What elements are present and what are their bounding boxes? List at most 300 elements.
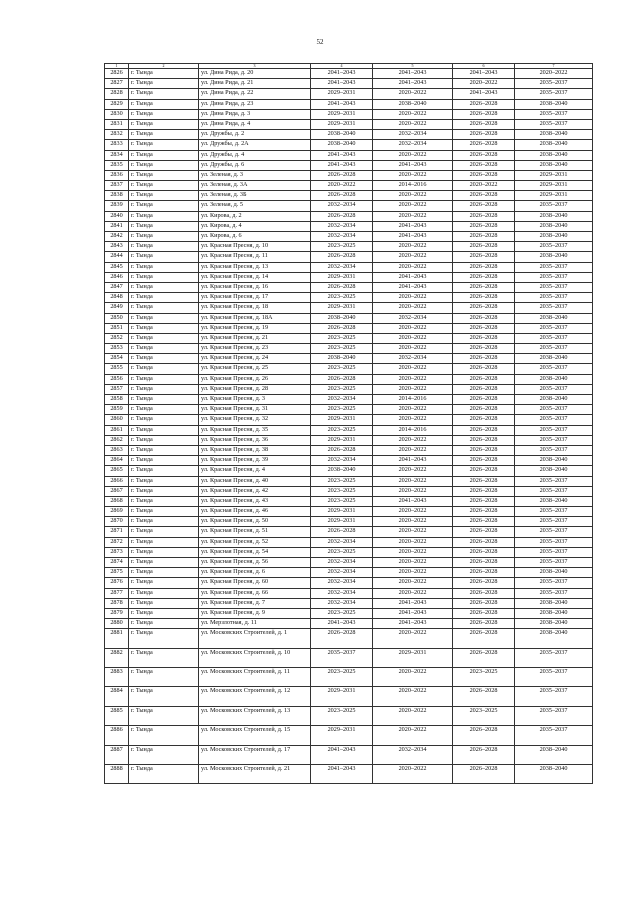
- period-col7-cell: 2035–2037: [515, 293, 593, 303]
- table-row: [105, 140, 593, 150]
- city-cell: г. Тында: [129, 598, 199, 608]
- table-row: [105, 537, 593, 547]
- period-col6-cell: 2026–2028: [453, 395, 515, 405]
- row-number-cell: 2886: [105, 726, 129, 745]
- period-col4-cell: 2029–2031: [311, 517, 373, 527]
- period-col6-cell: 2020–2022: [453, 79, 515, 89]
- period-col6-cell: 2026–2028: [453, 598, 515, 608]
- row-number-cell: 2848: [105, 293, 129, 303]
- period-col4-cell: 2023–2025: [311, 668, 373, 687]
- period-col7-cell: 2038–2040: [515, 160, 593, 170]
- row-number-cell: 2867: [105, 486, 129, 496]
- city-cell: г. Тында: [129, 99, 199, 109]
- table-row: [105, 507, 593, 517]
- address-cell: ул. Дина Рида, д. 22: [199, 89, 311, 99]
- address-cell: ул. Красная Пресня, д. 4: [199, 466, 311, 476]
- table-row: [105, 517, 593, 527]
- period-col7-cell: 2035–2037: [515, 262, 593, 272]
- period-col6-cell: 2026–2028: [453, 150, 515, 160]
- period-col4-cell: 2023–2025: [311, 384, 373, 394]
- address-cell: ул. Красная Пресня, д. 50: [199, 517, 311, 527]
- row-number-cell: 2847: [105, 282, 129, 292]
- table-row: [105, 619, 593, 629]
- row-number-cell: 2863: [105, 445, 129, 455]
- period-col6-cell: 2026–2028: [453, 323, 515, 333]
- city-cell: г. Тында: [129, 89, 199, 99]
- period-col7-cell: 2029–2031: [515, 170, 593, 180]
- period-col7-cell: 2038–2040: [515, 395, 593, 405]
- period-col4-cell: 2029–2031: [311, 89, 373, 99]
- address-cell: ул. Красная Пресня, д. 21: [199, 333, 311, 343]
- period-col7-cell: 2035–2037: [515, 333, 593, 343]
- period-col7-cell: 2035–2037: [515, 89, 593, 99]
- table-row: [105, 150, 593, 160]
- period-col7-cell: 2038–2040: [515, 99, 593, 109]
- table-row: [105, 282, 593, 292]
- period-col6-cell: 2026–2028: [453, 232, 515, 242]
- period-col5-cell: 2020–2022: [373, 415, 453, 425]
- period-col4-cell: 2041–2043: [311, 150, 373, 160]
- period-col6-cell: 2026–2028: [453, 109, 515, 119]
- address-cell: ул. Мерзлотная, д. 11: [199, 619, 311, 629]
- address-cell: ул. Красная Пресня, д. 43: [199, 496, 311, 506]
- period-col4-cell: 2023–2025: [311, 344, 373, 354]
- period-col6-cell: 2023–2025: [453, 706, 515, 725]
- period-col5-cell: 2038–2040: [373, 99, 453, 109]
- table-row: [105, 211, 593, 221]
- period-col7-cell: 2038–2040: [515, 456, 593, 466]
- period-col4-cell: 2041–2043: [311, 69, 373, 79]
- period-col6-cell: 2026–2028: [453, 344, 515, 354]
- period-col4-cell: 2038–2040: [311, 354, 373, 364]
- period-col7-cell: 2035–2037: [515, 687, 593, 706]
- period-col4-cell: 2032–2034: [311, 598, 373, 608]
- table-row: [105, 706, 593, 725]
- row-number-cell: 2831: [105, 119, 129, 129]
- address-cell: ул. Дина Рида, д. 4: [199, 119, 311, 129]
- table-row: [105, 687, 593, 706]
- period-col7-cell: 2035–2037: [515, 323, 593, 333]
- table-row: [105, 323, 593, 333]
- period-col4-cell: 2041–2043: [311, 765, 373, 784]
- period-col6-cell: 2026–2028: [453, 547, 515, 557]
- period-col4-cell: 2026–2028: [311, 211, 373, 221]
- period-col6-cell: 2026–2028: [453, 333, 515, 343]
- header-cell: 4: [311, 64, 373, 69]
- period-col5-cell: 2020–2022: [373, 435, 453, 445]
- row-number-cell: 2877: [105, 588, 129, 598]
- period-col5-cell: 2041–2043: [373, 456, 453, 466]
- address-cell: ул. Зеленая, д. 3Б: [199, 191, 311, 201]
- period-col4-cell: 2023–2025: [311, 425, 373, 435]
- row-number-cell: 2888: [105, 765, 129, 784]
- period-col4-cell: 2026–2028: [311, 323, 373, 333]
- table-body: [105, 69, 593, 784]
- period-col6-cell: 2026–2028: [453, 354, 515, 364]
- city-cell: г. Тында: [129, 354, 199, 364]
- address-cell: ул. Красная Пресня, д. 14: [199, 272, 311, 282]
- period-col7-cell: 2038–2040: [515, 466, 593, 476]
- address-cell: ул. Красная Пресня, д. 28: [199, 384, 311, 394]
- city-cell: г. Тында: [129, 201, 199, 211]
- address-cell: ул. Красная Пресня, д. 42: [199, 486, 311, 496]
- address-cell: ул. Красная Пресня, д. 23: [199, 344, 311, 354]
- address-cell: ул. Красная Пресня, д. 60: [199, 578, 311, 588]
- address-cell: ул. Кирова, д. 6: [199, 232, 311, 242]
- period-col4-cell: 2020–2022: [311, 181, 373, 191]
- period-col4-cell: 2023–2025: [311, 293, 373, 303]
- period-col5-cell: 2041–2043: [373, 221, 453, 231]
- table-row: [105, 558, 593, 568]
- row-number-cell: 2856: [105, 374, 129, 384]
- address-cell: ул. Московских Строителей, д. 21: [199, 765, 311, 784]
- period-col6-cell: 2026–2028: [453, 364, 515, 374]
- row-number-cell: 2835: [105, 160, 129, 170]
- period-col5-cell: 2020–2022: [373, 344, 453, 354]
- period-col4-cell: 2032–2034: [311, 232, 373, 242]
- city-cell: г. Тында: [129, 765, 199, 784]
- address-cell: ул. Красная Пресня, д. 25: [199, 364, 311, 374]
- period-col7-cell: 2038–2040: [515, 140, 593, 150]
- period-col4-cell: 2023–2025: [311, 608, 373, 618]
- table-row: [105, 425, 593, 435]
- city-cell: г. Тында: [129, 648, 199, 667]
- period-col6-cell: 2026–2028: [453, 191, 515, 201]
- city-cell: г. Тында: [129, 706, 199, 725]
- table-row: [105, 588, 593, 598]
- period-col5-cell: 2041–2043: [373, 160, 453, 170]
- row-number-cell: 2830: [105, 109, 129, 119]
- table-row: [105, 598, 593, 608]
- table-row: [105, 466, 593, 476]
- row-number-cell: 2843: [105, 242, 129, 252]
- period-col7-cell: 2035–2037: [515, 435, 593, 445]
- table-row: [105, 415, 593, 425]
- city-cell: г. Тында: [129, 150, 199, 160]
- period-col5-cell: 2032–2034: [373, 313, 453, 323]
- table-row: [105, 745, 593, 764]
- period-col5-cell: 2020–2022: [373, 384, 453, 394]
- row-number-cell: 2866: [105, 476, 129, 486]
- city-cell: г. Тында: [129, 211, 199, 221]
- address-cell: ул. Красная Пресня, д. 17: [199, 293, 311, 303]
- period-col4-cell: 2041–2043: [311, 99, 373, 109]
- period-col6-cell: 2026–2028: [453, 608, 515, 618]
- period-col5-cell: 2032–2034: [373, 354, 453, 364]
- table-row: [105, 578, 593, 588]
- period-col5-cell: 2020–2022: [373, 405, 453, 415]
- period-col6-cell: 2026–2028: [453, 211, 515, 221]
- period-col5-cell: 2020–2022: [373, 211, 453, 221]
- period-col5-cell: 2020–2022: [373, 527, 453, 537]
- city-cell: г. Тында: [129, 745, 199, 764]
- city-cell: г. Тында: [129, 629, 199, 648]
- period-col4-cell: 2026–2028: [311, 374, 373, 384]
- period-col5-cell: 2020–2022: [373, 201, 453, 211]
- city-cell: г. Тында: [129, 466, 199, 476]
- row-number-cell: 2881: [105, 629, 129, 648]
- period-col5-cell: 2020–2022: [373, 191, 453, 201]
- period-col5-cell: 2032–2034: [373, 130, 453, 140]
- row-number-cell: 2839: [105, 201, 129, 211]
- period-col5-cell: 2041–2043: [373, 619, 453, 629]
- address-cell: ул. Дружбы, д. 2А: [199, 140, 311, 150]
- period-col5-cell: 2029–2031: [373, 648, 453, 667]
- row-number-cell: 2832: [105, 130, 129, 140]
- header-cell: 7: [515, 64, 593, 69]
- period-col5-cell: 2020–2022: [373, 537, 453, 547]
- period-col5-cell: 2041–2043: [373, 282, 453, 292]
- period-col5-cell: 2020–2022: [373, 252, 453, 262]
- period-col6-cell: 2026–2028: [453, 374, 515, 384]
- period-col5-cell: 2032–2034: [373, 745, 453, 764]
- period-col5-cell: 2020–2022: [373, 476, 453, 486]
- table-row: [105, 364, 593, 374]
- period-col4-cell: 2026–2028: [311, 252, 373, 262]
- city-cell: г. Тында: [129, 486, 199, 496]
- period-col7-cell: 2035–2037: [515, 425, 593, 435]
- row-number-cell: 2862: [105, 435, 129, 445]
- period-col5-cell: 2020–2022: [373, 588, 453, 598]
- period-col6-cell: 2026–2028: [453, 687, 515, 706]
- table-row: [105, 333, 593, 343]
- table-row: [105, 232, 593, 242]
- period-col6-cell: 2026–2028: [453, 456, 515, 466]
- row-number-cell: 2864: [105, 456, 129, 466]
- period-col4-cell: 2023–2025: [311, 547, 373, 557]
- city-cell: г. Тында: [129, 191, 199, 201]
- period-col4-cell: 2029–2031: [311, 303, 373, 313]
- table-row: [105, 313, 593, 323]
- period-col6-cell: 2026–2028: [453, 527, 515, 537]
- address-cell: ул. Московских Строителей, д. 11: [199, 668, 311, 687]
- city-cell: г. Тында: [129, 69, 199, 79]
- city-cell: г. Тында: [129, 687, 199, 706]
- period-col4-cell: 2023–2025: [311, 364, 373, 374]
- period-col6-cell: 2026–2028: [453, 415, 515, 425]
- period-col5-cell: 2020–2022: [373, 486, 453, 496]
- period-col5-cell: 2020–2022: [373, 109, 453, 119]
- period-col7-cell: 2038–2040: [515, 150, 593, 160]
- period-col4-cell: 2026–2028: [311, 527, 373, 537]
- period-col4-cell: 2023–2025: [311, 476, 373, 486]
- table-row: [105, 608, 593, 618]
- city-cell: г. Тында: [129, 415, 199, 425]
- city-cell: г. Тында: [129, 364, 199, 374]
- period-col4-cell: 2023–2025: [311, 496, 373, 506]
- address-cell: ул. Красная Пресня, д. 39: [199, 456, 311, 466]
- period-col4-cell: 2032–2034: [311, 201, 373, 211]
- city-cell: г. Тында: [129, 232, 199, 242]
- header-cell: 1: [105, 64, 129, 69]
- period-col6-cell: 2026–2028: [453, 648, 515, 667]
- city-cell: г. Тында: [129, 313, 199, 323]
- address-cell: ул. Красная Пресня, д. 24: [199, 354, 311, 364]
- table-row: [105, 262, 593, 272]
- address-cell: ул. Московских Строителей, д. 1: [199, 629, 311, 648]
- table-row: [105, 69, 593, 79]
- city-cell: г. Тында: [129, 476, 199, 486]
- table-row: [105, 629, 593, 648]
- row-number-cell: 2859: [105, 405, 129, 415]
- period-col7-cell: 2035–2037: [515, 109, 593, 119]
- period-col6-cell: 2026–2028: [453, 476, 515, 486]
- period-col5-cell: 2020–2022: [373, 558, 453, 568]
- row-number-cell: 2880: [105, 619, 129, 629]
- period-col4-cell: 2041–2043: [311, 745, 373, 764]
- address-cell: ул. Московских Строителей, д. 13: [199, 706, 311, 725]
- period-col7-cell: 2038–2040: [515, 496, 593, 506]
- period-col7-cell: 2035–2037: [515, 668, 593, 687]
- row-number-cell: 2852: [105, 333, 129, 343]
- header-cell: 2: [129, 64, 199, 69]
- city-cell: г. Тында: [129, 608, 199, 618]
- period-col4-cell: 2041–2043: [311, 160, 373, 170]
- table-row: [105, 181, 593, 191]
- city-cell: г. Тында: [129, 181, 199, 191]
- city-cell: г. Тында: [129, 588, 199, 598]
- address-cell: ул. Московских Строителей, д. 17: [199, 745, 311, 764]
- period-col6-cell: 2026–2028: [453, 619, 515, 629]
- table-row: [105, 293, 593, 303]
- city-cell: г. Тында: [129, 527, 199, 537]
- city-cell: г. Тында: [129, 262, 199, 272]
- table-row: [105, 476, 593, 486]
- period-col4-cell: 2032–2034: [311, 588, 373, 598]
- period-col7-cell: 2035–2037: [515, 588, 593, 598]
- period-col5-cell: 2020–2022: [373, 119, 453, 129]
- period-col7-cell: 2035–2037: [515, 79, 593, 89]
- table-row: [105, 547, 593, 557]
- period-col7-cell: 2038–2040: [515, 374, 593, 384]
- row-number-cell: 2882: [105, 648, 129, 667]
- period-col4-cell: 2026–2028: [311, 445, 373, 455]
- row-number-cell: 2850: [105, 313, 129, 323]
- period-col6-cell: 2026–2028: [453, 726, 515, 745]
- period-col5-cell: 2020–2022: [373, 765, 453, 784]
- table-row: [105, 405, 593, 415]
- table-row: [105, 201, 593, 211]
- period-col5-cell: 2014–2016: [373, 425, 453, 435]
- city-cell: г. Тында: [129, 170, 199, 180]
- period-col6-cell: 2026–2028: [453, 140, 515, 150]
- city-cell: г. Тында: [129, 140, 199, 150]
- period-col7-cell: 2035–2037: [515, 384, 593, 394]
- city-cell: г. Тында: [129, 568, 199, 578]
- period-col7-cell: 2038–2040: [515, 232, 593, 242]
- row-number-cell: 2853: [105, 344, 129, 354]
- row-number-cell: 2861: [105, 425, 129, 435]
- period-col6-cell: 2026–2028: [453, 262, 515, 272]
- row-number-cell: 2868: [105, 496, 129, 506]
- row-number-cell: 2874: [105, 558, 129, 568]
- address-cell: ул. Дружбы, д. 2: [199, 130, 311, 140]
- city-cell: г. Тында: [129, 496, 199, 506]
- period-col6-cell: 2026–2028: [453, 119, 515, 129]
- city-cell: г. Тында: [129, 272, 199, 282]
- row-number-cell: 2878: [105, 598, 129, 608]
- address-cell: ул. Красная Пресня, д. 26: [199, 374, 311, 384]
- address-cell: ул. Красная Пресня, д. 13: [199, 262, 311, 272]
- period-col6-cell: 2041–2043: [453, 89, 515, 99]
- period-col7-cell: 2035–2037: [515, 445, 593, 455]
- period-col7-cell: 2035–2037: [515, 527, 593, 537]
- period-col4-cell: 2029–2031: [311, 415, 373, 425]
- address-cell: ул. Красная Пресня, д. 46: [199, 507, 311, 517]
- table-row: [105, 765, 593, 784]
- period-col4-cell: 2023–2025: [311, 333, 373, 343]
- row-number-cell: 2849: [105, 303, 129, 313]
- city-cell: г. Тында: [129, 435, 199, 445]
- address-cell: ул. Дина Рида, д. 21: [199, 79, 311, 89]
- address-cell: ул. Кирова, д. 4: [199, 221, 311, 231]
- row-number-cell: 2837: [105, 181, 129, 191]
- address-cell: ул. Красная Пресня, д. 32: [199, 415, 311, 425]
- table-row: [105, 109, 593, 119]
- city-cell: г. Тында: [129, 405, 199, 415]
- row-number-cell: 2851: [105, 323, 129, 333]
- period-col6-cell: 2026–2028: [453, 160, 515, 170]
- period-col6-cell: 2026–2028: [453, 568, 515, 578]
- period-col7-cell: 2029–2031: [515, 181, 593, 191]
- table-row: [105, 668, 593, 687]
- period-col4-cell: 2038–2040: [311, 140, 373, 150]
- address-cell: ул. Красная Пресня, д. 11: [199, 252, 311, 262]
- period-col6-cell: 2026–2028: [453, 765, 515, 784]
- city-cell: г. Тында: [129, 445, 199, 455]
- page-number: 52: [316, 38, 324, 46]
- period-col5-cell: 2020–2022: [373, 293, 453, 303]
- period-col5-cell: 2020–2022: [373, 687, 453, 706]
- period-col5-cell: 2020–2022: [373, 578, 453, 588]
- city-cell: г. Тында: [129, 119, 199, 129]
- row-number-cell: 2828: [105, 89, 129, 99]
- row-number-cell: 2865: [105, 466, 129, 476]
- header-cell: 3: [199, 64, 311, 69]
- period-col4-cell: 2029–2031: [311, 119, 373, 129]
- row-number-cell: 2876: [105, 578, 129, 588]
- city-cell: г. Тында: [129, 323, 199, 333]
- row-number-cell: 2885: [105, 706, 129, 725]
- period-col4-cell: 2023–2025: [311, 242, 373, 252]
- address-cell: ул. Дина Рида, д. 3: [199, 109, 311, 119]
- city-cell: г. Тында: [129, 160, 199, 170]
- period-col4-cell: 2026–2028: [311, 629, 373, 648]
- period-col4-cell: 2032–2034: [311, 537, 373, 547]
- period-col6-cell: 2026–2028: [453, 435, 515, 445]
- period-col5-cell: 2041–2043: [373, 496, 453, 506]
- period-col5-cell: 2020–2022: [373, 466, 453, 476]
- address-cell: ул. Московских Строителей, д. 15: [199, 726, 311, 745]
- table-row: [105, 648, 593, 667]
- period-col5-cell: 2020–2022: [373, 706, 453, 725]
- period-col7-cell: 2035–2037: [515, 119, 593, 129]
- period-col7-cell: 2035–2037: [515, 272, 593, 282]
- period-col7-cell: 2035–2037: [515, 648, 593, 667]
- period-col4-cell: 2032–2034: [311, 262, 373, 272]
- period-col7-cell: 2035–2037: [515, 558, 593, 568]
- period-col7-cell: 2038–2040: [515, 252, 593, 262]
- address-cell: ул. Красная Пресня, д. 40: [199, 476, 311, 486]
- period-col4-cell: 2029–2031: [311, 109, 373, 119]
- period-col4-cell: 2041–2043: [311, 79, 373, 89]
- period-col7-cell: 2038–2040: [515, 313, 593, 323]
- period-col5-cell: 2020–2022: [373, 303, 453, 313]
- table-row: [105, 726, 593, 745]
- period-col4-cell: 2035–2037: [311, 648, 373, 667]
- period-col7-cell: 2035–2037: [515, 201, 593, 211]
- period-col4-cell: 2023–2025: [311, 706, 373, 725]
